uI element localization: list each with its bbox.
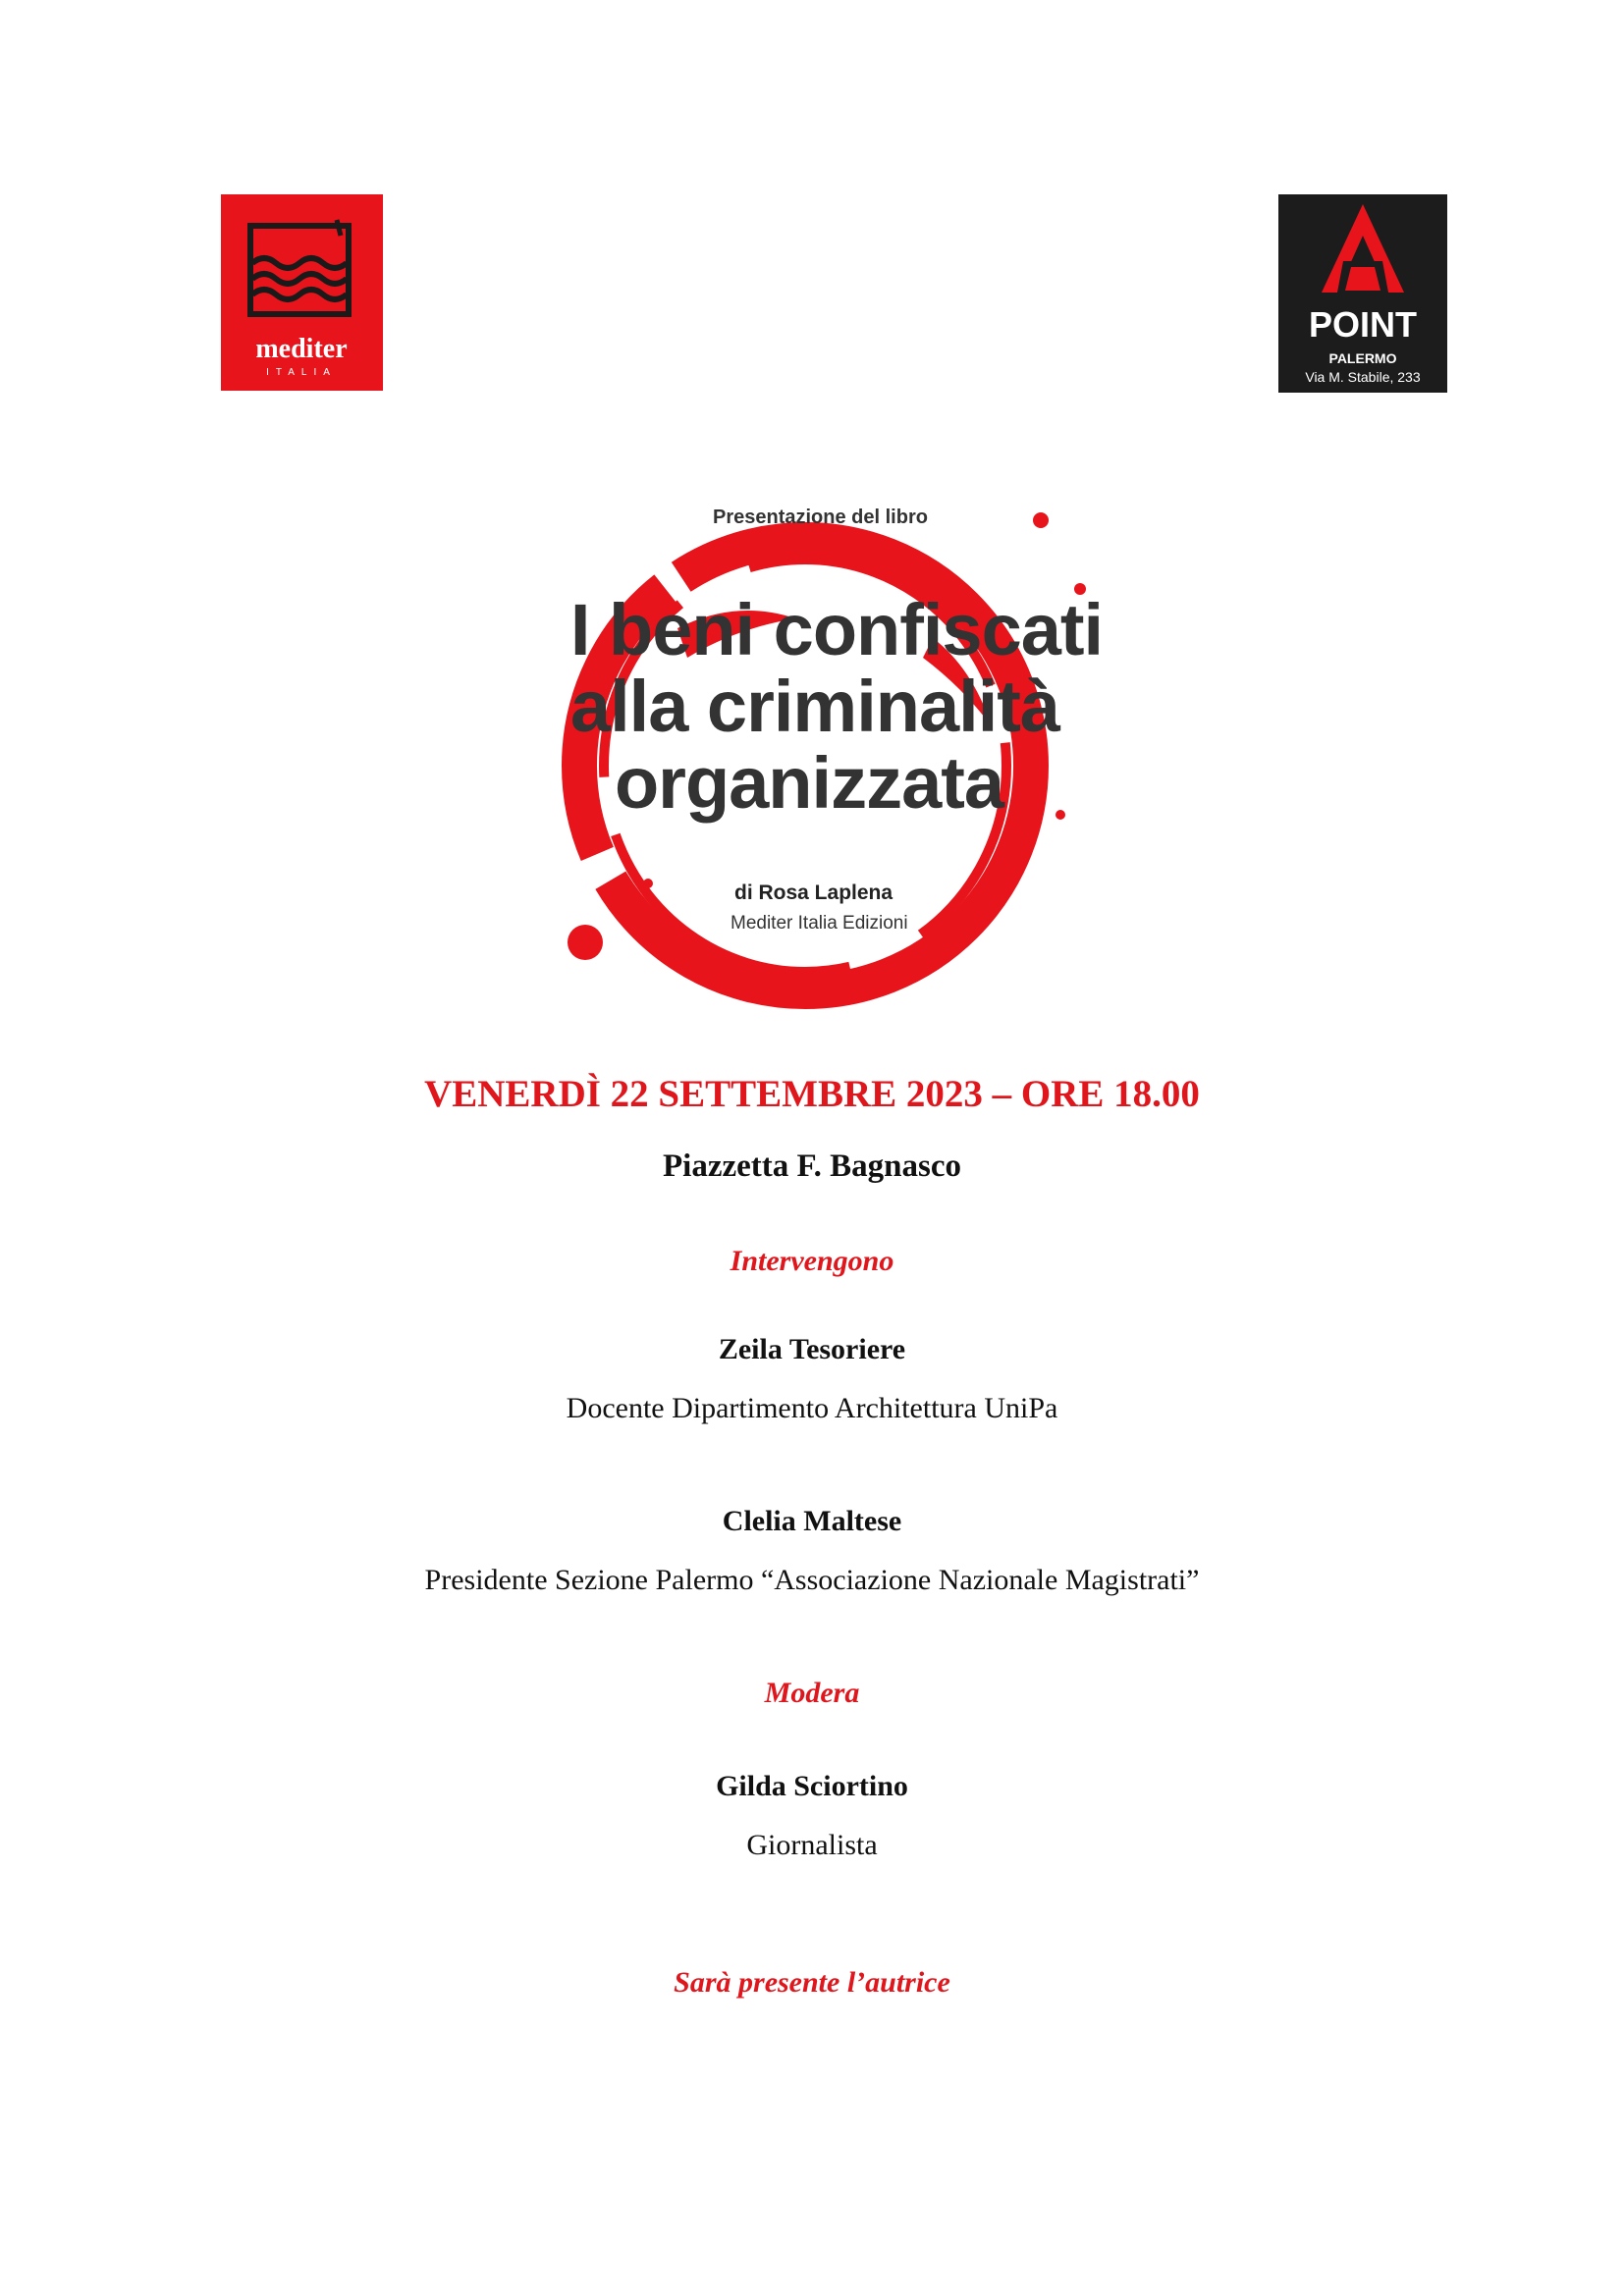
- point-logo-address: Via M. Stabile, 233: [1305, 369, 1421, 385]
- point-logo-icon: [1278, 194, 1447, 393]
- speaker-1-name: Zeila Tesoriere: [718, 1333, 906, 1365]
- speaker-1-role: Docente Dipartimento Architettura UniPa: [566, 1392, 1058, 1424]
- speaker-2-name: Clelia Maltese: [722, 1505, 902, 1537]
- mediter-waves-icon: [221, 194, 383, 391]
- speaker-2-role: Presidente Sezione Palermo “Associazione Nazionale Magistrati”: [424, 1564, 1200, 1596]
- event-place: Piazzetta F. Bagnasco: [663, 1148, 961, 1184]
- book-author: di Rosa Laplena: [734, 881, 893, 904]
- mediter-logo: [221, 194, 383, 391]
- event-date-time: VENERDÌ 22 SETTEMBRE 2023 – ORE 18.00: [424, 1073, 1200, 1115]
- book-publisher: Mediter Italia Edizioni: [731, 913, 908, 934]
- point-logo: [1278, 194, 1447, 393]
- book-title-line-2: alla criminalità: [569, 666, 1060, 747]
- book-cover: [511, 481, 1119, 1031]
- book-label: Presentazione del libro: [713, 507, 928, 528]
- book-title-line-1: I beni confiscati: [569, 589, 1104, 670]
- book-cover-text: [511, 481, 1119, 1031]
- mediter-logo-subtext: ITALIA: [266, 367, 337, 378]
- closing-note: Sarà presente l’autrice: [674, 1966, 950, 1999]
- point-logo-text: POINT: [1308, 304, 1418, 345]
- mediter-logo-text: mediter: [255, 334, 348, 364]
- moderator-heading: Modera: [764, 1677, 860, 1709]
- book-title-line-3: organizzata: [614, 742, 1004, 824]
- moderator-name: Gilda Sciortino: [716, 1770, 908, 1802]
- speakers-heading: Intervengono: [730, 1245, 894, 1277]
- moderator-role: Giornalista: [746, 1829, 878, 1861]
- point-logo-city: PALERMO: [1328, 350, 1397, 366]
